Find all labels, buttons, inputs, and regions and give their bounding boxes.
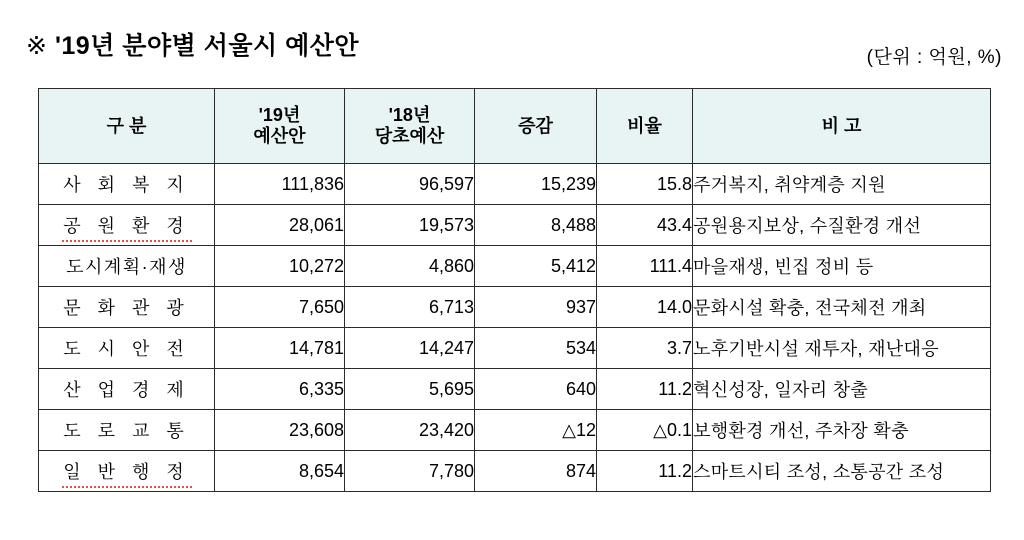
cell-y19: 111,836 [215, 164, 345, 205]
cell-note: 혁신성장, 일자리 창출 [693, 369, 991, 410]
cell-note: 노후기반시설 재투자, 재난대응 [693, 328, 991, 369]
cell-y18: 5,695 [345, 369, 475, 410]
cell-y18: 4,860 [345, 246, 475, 287]
column-header-y18-line2: 당초예산 [374, 126, 445, 146]
column-header-rate [597, 89, 693, 164]
cell-note: 문화시설 확충, 전국체전 개최 [693, 287, 991, 328]
reference-mark-icon: ※ [26, 32, 47, 60]
column-header-change-line1: 증감 [518, 115, 553, 136]
cell-rate: 43.4 [597, 205, 693, 246]
cell-change: △12 [475, 410, 597, 451]
cell-y19: 10,272 [215, 246, 345, 287]
cell-change: 640 [475, 369, 597, 410]
table-row [39, 451, 991, 492]
cell-rate: △0.1 [597, 410, 693, 451]
document-title-row [26, 26, 359, 62]
cell-y18: 96,597 [345, 164, 475, 205]
table-body [39, 164, 991, 492]
cell-change: 534 [475, 328, 597, 369]
budget-table [38, 88, 991, 492]
cell-division: 문 화 관 광 [39, 287, 215, 328]
cell-note: 공원용지보상, 수질환경 개선 [693, 205, 991, 246]
budget-table-wrapper [38, 88, 990, 492]
cell-rate: 111.4 [597, 246, 693, 287]
cell-y18: 14,247 [345, 328, 475, 369]
cell-y19: 8,654 [215, 451, 345, 492]
cell-note: 보행환경 개선, 주차장 확충 [693, 410, 991, 451]
cell-division-text: 공 원 환 경 [63, 212, 190, 238]
column-header-division-line1: 구 분 [106, 115, 147, 136]
table-row [39, 164, 991, 205]
table-row [39, 369, 991, 410]
cell-note: 스마트시티 조성, 소통공간 조성 [693, 451, 991, 492]
cell-division: 도 시 안 전 [39, 328, 215, 369]
column-header-change [475, 89, 597, 164]
cell-division: 산 업 경 제 [39, 369, 215, 410]
cell-note: 마을재생, 빈집 정비 등 [693, 246, 991, 287]
cell-y19: 23,608 [215, 410, 345, 451]
cell-rate: 15.8 [597, 164, 693, 205]
column-header-y19-line1: '19년 [258, 105, 301, 126]
cell-rate: 3.7 [597, 328, 693, 369]
page-title: '19년 분야별 서울시 예산안 [54, 32, 360, 60]
column-header-division [39, 89, 215, 164]
column-header-note [693, 89, 991, 164]
cell-y19: 28,061 [215, 205, 345, 246]
table-header-row [39, 89, 991, 164]
column-header-y18 [345, 89, 475, 164]
cell-division: 사 회 복 지 [39, 164, 215, 205]
cell-y18: 23,420 [345, 410, 475, 451]
cell-y18: 19,573 [345, 205, 475, 246]
cell-y19: 6,335 [215, 369, 345, 410]
cell-rate: 11.2 [597, 451, 693, 492]
table-row [39, 328, 991, 369]
table-row [39, 410, 991, 451]
cell-note: 주거복지, 취약계층 지원 [693, 164, 991, 205]
column-header-note-line1: 비 고 [821, 115, 862, 136]
cell-y19: 14,781 [215, 328, 345, 369]
cell-division: 도 로 교 통 [39, 410, 215, 451]
cell-y18: 7,780 [345, 451, 475, 492]
cell-division: 도시계획·재생 [39, 246, 215, 287]
cell-change: 5,412 [475, 246, 597, 287]
cell-division [39, 205, 215, 246]
cell-division [39, 451, 215, 492]
cell-change: 8,488 [475, 205, 597, 246]
column-header-y18-line1: '18년 [388, 105, 431, 126]
table-row [39, 205, 991, 246]
table-row [39, 287, 991, 328]
table-row [39, 246, 991, 287]
cell-change: 874 [475, 451, 597, 492]
cell-y19: 7,650 [215, 287, 345, 328]
cell-rate: 14.0 [597, 287, 693, 328]
table-header [39, 89, 991, 164]
cell-y18: 6,713 [345, 287, 475, 328]
cell-rate: 11.2 [597, 369, 693, 410]
cell-change: 15,239 [475, 164, 597, 205]
column-header-rate-line1: 비율 [627, 115, 662, 136]
column-header-y19-line2: 예산안 [253, 126, 306, 146]
cell-change: 937 [475, 287, 597, 328]
column-header-y19 [215, 89, 345, 164]
cell-division-text: 일 반 행 정 [63, 458, 190, 484]
unit-note: (단위 : 억원, %) [866, 47, 1002, 68]
